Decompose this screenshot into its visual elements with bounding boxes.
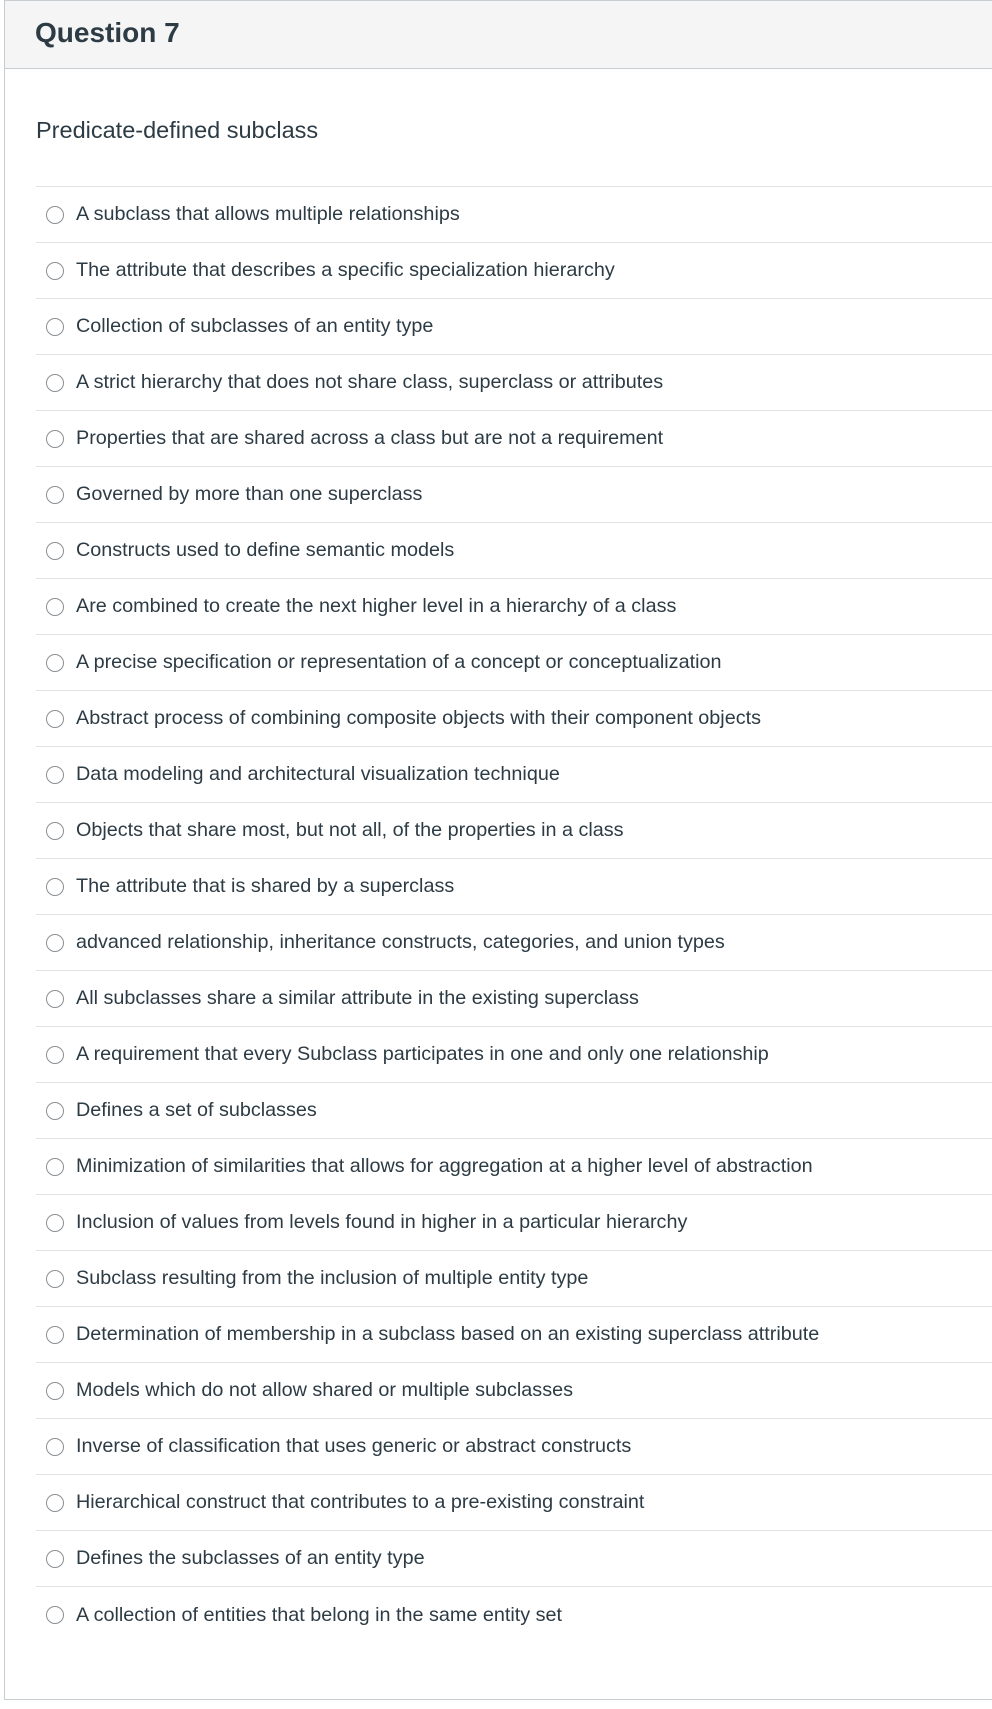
answer-option[interactable] xyxy=(36,1251,992,1307)
radio-button[interactable] xyxy=(46,878,64,896)
answer-option[interactable] xyxy=(36,747,992,803)
radio-button[interactable] xyxy=(46,1158,64,1176)
answer-option[interactable] xyxy=(36,1027,992,1083)
answer-label[interactable]: Inverse of classification that uses generic or abstract constructs xyxy=(76,1435,632,1457)
answer-label[interactable]: Subclass resulting from the inclusion of multiple entity type xyxy=(76,1267,589,1289)
question-title: Question 7 xyxy=(35,16,180,48)
answer-label[interactable]: Constructs used to define semantic models xyxy=(76,539,455,561)
answer-option[interactable] xyxy=(36,803,992,859)
radio-button[interactable] xyxy=(46,1382,64,1400)
answer-option[interactable] xyxy=(36,467,992,523)
answer-option[interactable] xyxy=(36,1139,992,1195)
answer-label[interactable]: All subclasses share a similar attribute in the existing superclass xyxy=(76,987,639,1009)
answer-label[interactable]: Properties that are shared across a class but are not a requirement xyxy=(76,427,664,449)
radio-button[interactable] xyxy=(46,822,64,840)
answer-option[interactable] xyxy=(36,299,992,355)
answer-option[interactable] xyxy=(36,1587,992,1643)
radio-button[interactable] xyxy=(46,206,64,224)
answer-option[interactable] xyxy=(36,971,992,1027)
answer-label[interactable]: A precise specification or representation of a concept or conceptualization xyxy=(76,651,722,673)
radio-button[interactable] xyxy=(46,542,64,560)
answer-option[interactable] xyxy=(36,915,992,971)
answer-label[interactable]: The attribute that is shared by a superclass xyxy=(76,875,455,897)
radio-button[interactable] xyxy=(46,710,64,728)
answer-label[interactable]: Inclusion of values from levels found in higher in a particular hierarchy xyxy=(76,1211,688,1233)
answer-option[interactable] xyxy=(36,1419,992,1475)
answer-label[interactable]: Defines the subclasses of an entity type xyxy=(76,1547,425,1569)
radio-button[interactable] xyxy=(46,766,64,784)
radio-button[interactable] xyxy=(46,1102,64,1120)
radio-button[interactable] xyxy=(46,990,64,1008)
answer-option[interactable] xyxy=(36,187,992,243)
radio-button[interactable] xyxy=(46,1494,64,1512)
answer-option[interactable] xyxy=(36,1475,992,1531)
radio-button[interactable] xyxy=(46,374,64,392)
answer-label[interactable]: Models which do not allow shared or multiple subclasses xyxy=(76,1379,573,1401)
answer-option[interactable] xyxy=(36,635,992,691)
answer-option[interactable] xyxy=(36,1307,992,1363)
answer-list xyxy=(36,186,992,1643)
answer-label[interactable]: Data modeling and architectural visualization technique xyxy=(76,763,560,785)
answer-option[interactable] xyxy=(36,1195,992,1251)
answer-option[interactable] xyxy=(36,579,992,635)
radio-button[interactable] xyxy=(46,1326,64,1344)
answer-option[interactable] xyxy=(36,411,992,467)
answer-label[interactable]: Abstract process of combining composite objects with their component objects xyxy=(76,707,761,729)
answer-label[interactable]: Are combined to create the next higher level in a hierarchy of a class xyxy=(76,595,677,617)
radio-button[interactable] xyxy=(46,262,64,280)
radio-button[interactable] xyxy=(46,1270,64,1288)
answer-label[interactable]: Governed by more than one superclass xyxy=(76,483,423,505)
radio-button[interactable] xyxy=(46,1046,64,1064)
answer-label[interactable]: The attribute that describes a specific specialization hierarchy xyxy=(76,259,615,281)
question-card xyxy=(4,0,992,1700)
answer-option[interactable] xyxy=(36,1083,992,1139)
radio-button[interactable] xyxy=(46,318,64,336)
answer-label[interactable]: A strict hierarchy that does not share class, superclass or attributes xyxy=(76,371,664,393)
answer-label[interactable]: advanced relationship, inheritance constructs, categories, and union types xyxy=(76,931,725,953)
answer-option[interactable] xyxy=(36,243,992,299)
answer-label[interactable]: Defines a set of subclasses xyxy=(76,1099,317,1121)
answer-label[interactable]: A collection of entities that belong in the same entity set xyxy=(76,1603,563,1626)
radio-button[interactable] xyxy=(46,934,64,952)
answer-label[interactable]: Collection of subclasses of an entity type xyxy=(76,315,434,337)
answer-option[interactable] xyxy=(36,1363,992,1419)
answer-label[interactable]: Hierarchical construct that contributes to a pre-existing constraint xyxy=(76,1491,645,1513)
answer-option[interactable] xyxy=(36,691,992,747)
answer-label[interactable]: A subclass that allows multiple relationships xyxy=(76,203,460,225)
answer-option[interactable] xyxy=(36,859,992,915)
question-header xyxy=(5,1,992,69)
radio-button[interactable] xyxy=(46,1214,64,1232)
radio-button[interactable] xyxy=(46,598,64,616)
answer-option[interactable] xyxy=(36,1531,992,1587)
answer-option[interactable] xyxy=(36,523,992,579)
question-prompt: Predicate-defined subclass xyxy=(36,117,319,143)
radio-button[interactable] xyxy=(46,1606,64,1624)
answer-option[interactable] xyxy=(36,355,992,411)
radio-button[interactable] xyxy=(46,654,64,672)
answer-label[interactable]: A requirement that every Subclass participates in one and only one relationship xyxy=(76,1043,769,1065)
radio-button[interactable] xyxy=(46,1550,64,1568)
answer-label[interactable]: Objects that share most, but not all, of the properties in a class xyxy=(76,819,624,841)
radio-button[interactable] xyxy=(46,1438,64,1456)
answer-label[interactable]: Determination of membership in a subclass based on an existing superclass attribute xyxy=(76,1323,820,1345)
radio-button[interactable] xyxy=(46,430,64,448)
answer-label[interactable]: Minimization of similarities that allows for aggregation at a higher level of abstraction xyxy=(76,1155,813,1177)
radio-button[interactable] xyxy=(46,486,64,504)
